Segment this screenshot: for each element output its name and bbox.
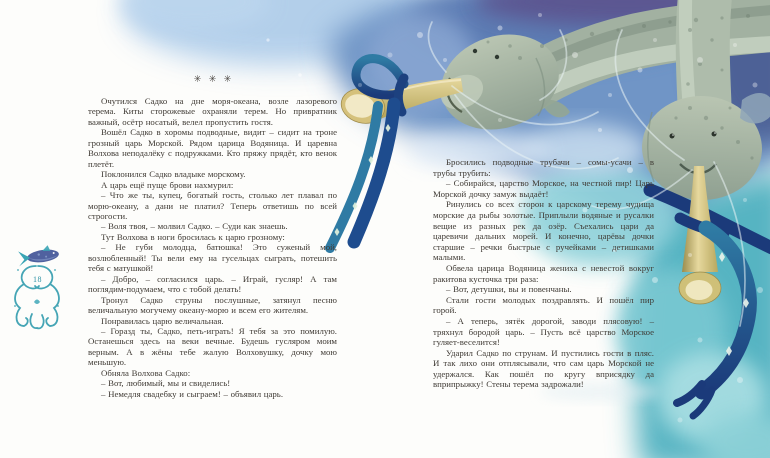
story-paragraph: – Добро, – согласился царь. – Играй, гусляр! А там поглядим-подумаем, что с тобой делать!	[88, 273, 337, 295]
ornament-fish-icon	[17, 244, 60, 267]
story-paragraph: Поклонился Садко владыке морскому.	[101, 169, 246, 180]
story-paragraph: – Вот, детушки, вы и повенчаны.	[446, 284, 572, 295]
swirl-ornament-icon	[8, 240, 66, 332]
story-paragraph: А царь ещё пуще брови нахмурил:	[101, 179, 234, 190]
story-paragraph: – Немедля свадебку и сыграем! – объявил царь.	[101, 388, 284, 399]
story-paragraph: Обвела царица Водяница жениха с невестой вокруг ракитова кусточка три раза:	[433, 262, 654, 284]
story-paragraph: Стали гости молодых поздравлять. И пошёл пир горой.	[433, 294, 654, 316]
section-separator: ✳ ✳ ✳	[193, 74, 232, 85]
story-paragraph: Обняла Волхова Садко:	[101, 367, 191, 378]
story-paragraph: Понравилась царю величальная.	[101, 315, 224, 326]
story-paragraph: – Собирайся, царство Морское, на честной пир! Царь Морской дочку замуж выдаёт!	[433, 178, 654, 199]
story-paragraph: Тут Волхова в ноги бросилась к царю грозному:	[101, 231, 285, 242]
page-number: 18	[33, 275, 42, 284]
story-paragraph: – А теперь, зятёк дорогой, заводи плясовую! – тряхнул бородой царь. – Пусть всё царство Морское гуляет-веселится!	[433, 315, 654, 348]
left-page-text	[88, 96, 337, 399]
story-paragraph: – Вот, любимый, мы и свиделись!	[101, 378, 231, 389]
story-paragraph: Ударил Садко по струнам. И пустились гости в пляс. И так лихо они отплясывали, что сам царь Морской не удержался. Как пошёл по кругу вприсядку да вприпрыжку! Стены терема задрожали!	[433, 347, 654, 390]
story-paragraph: – Что же ты, купец, богатый гость, столько лет плавал по морю-океану, а дани не платил? Теперь ответишь по всей строгости.	[88, 190, 337, 221]
page-ornament	[8, 240, 66, 332]
story-paragraph: – Не губи молодца, батюшка! Это суженый мой, возлюбленный! Ты вели ему на гусельцах сыграть, потешить тебя с матушкой!	[88, 242, 337, 274]
story-paragraph: Тронул Садко струны послушные, затянул песню величальную могучему океану-морю и всем его жителям.	[88, 294, 337, 316]
story-paragraph: – Горазд ты, Садко, петь-играть! Я тебя за это помилую. Останешься здесь на веки вечные. Будешь гусляром моим верным. А в жёны тебе жалую Волховушку, дочку мою меньшую.	[88, 325, 337, 368]
story-paragraph: Вошёл Садко в хоромы подводные, видит – сидит на троне грозный царь Морской. Рядом царица Водяница. И царевна Волхова неподалёку с подружками. Кто пряжу прядёт, кто венок плетёт.	[88, 127, 337, 169]
story-paragraph: Бросились подводные трубачи – сомы-усачи – в трубы трубить:	[433, 157, 654, 178]
story-paragraph: Ринулись со всех сторон к царскому терему чудища морские да рыбы золотые. Приплыли водяные и русалки вещие из разных рек да озёр. Съехались цари да царевичи дальних морей. И конечно, царёвы дочки старшие – речки быстрые с ручейками – детишками малыми.	[433, 199, 654, 263]
story-paragraph: Очутился Садко на дне моря-океана, возле лазоревого терема. Киты сторожевые охраняли терем. Но привратник важный, осётр носатый, велел пропустить гостя.	[88, 96, 337, 127]
ornament-shell-icon	[34, 300, 40, 305]
story-paragraph: – Воля твоя, – молвил Садко. – Суди как знаешь.	[101, 221, 288, 232]
right-page-text	[433, 157, 654, 390]
